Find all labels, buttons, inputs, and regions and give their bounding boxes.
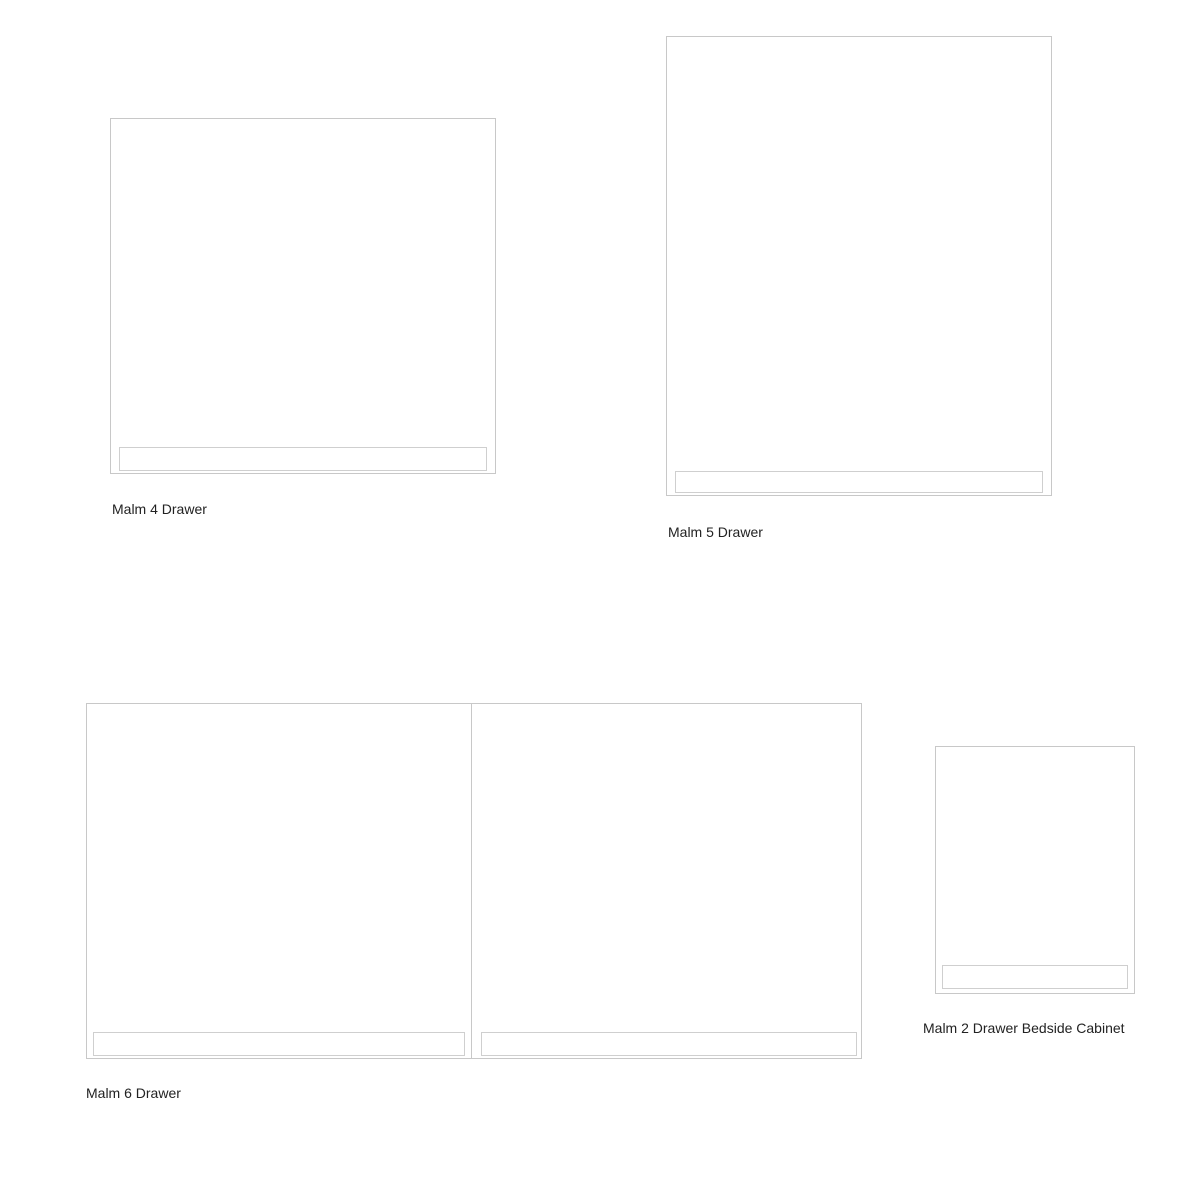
floral-pattern — [113, 347, 493, 442]
floral-pattern — [89, 714, 467, 809]
drawer-panel-3 — [669, 265, 1049, 360]
floral-pattern — [669, 265, 1049, 360]
caption-malm-2: Malm 2 Drawer Bedside Cabinet — [923, 1020, 1125, 1036]
drawer-plinth-right — [481, 1032, 857, 1056]
drawer-plinth — [675, 471, 1043, 493]
drawer-panel-left-1 — [89, 714, 467, 809]
caption-malm-6: Malm 6 Drawer — [86, 1085, 181, 1101]
malm-4-drawer — [110, 118, 496, 474]
floral-pattern — [477, 820, 857, 920]
floral-pattern — [477, 714, 857, 809]
floral-pattern — [113, 237, 493, 337]
floral-pattern — [938, 865, 1132, 960]
drawer-panel-left-2 — [89, 820, 467, 920]
drawer-panel-4 — [669, 369, 1049, 467]
malm-5-drawer — [666, 36, 1052, 496]
drawer-panel-1 — [938, 757, 1132, 853]
drawer-panel-right-3 — [477, 930, 857, 1025]
floral-pattern — [669, 47, 1049, 143]
drawer-panel-left-3 — [89, 930, 467, 1025]
drawer-plinth-left — [93, 1032, 465, 1056]
caption-malm-4: Malm 4 Drawer — [112, 501, 207, 517]
floral-pattern — [938, 757, 1132, 853]
drawer-panel-1 — [669, 47, 1049, 143]
drawer-plinth — [119, 447, 487, 471]
floral-pattern — [669, 151, 1049, 257]
floral-pattern — [477, 930, 857, 1025]
floral-pattern — [89, 820, 467, 920]
drawer-plinth — [942, 965, 1128, 989]
malm-6-drawer — [86, 703, 862, 1059]
drawer-panel-right-2 — [477, 820, 857, 920]
drawer-panel-3 — [113, 347, 493, 442]
caption-malm-5: Malm 5 Drawer — [668, 524, 763, 540]
drawer-panel-1 — [113, 129, 493, 226]
floral-pattern — [669, 369, 1049, 467]
column-divider — [471, 704, 472, 1058]
drawer-panel-right-1 — [477, 714, 857, 809]
floral-pattern — [113, 129, 493, 226]
drawer-panel-2 — [669, 151, 1049, 257]
malm-2-drawer-bedside — [935, 746, 1135, 994]
floral-pattern — [89, 930, 467, 1025]
drawer-panel-2 — [113, 237, 493, 337]
drawer-panel-2 — [938, 865, 1132, 960]
